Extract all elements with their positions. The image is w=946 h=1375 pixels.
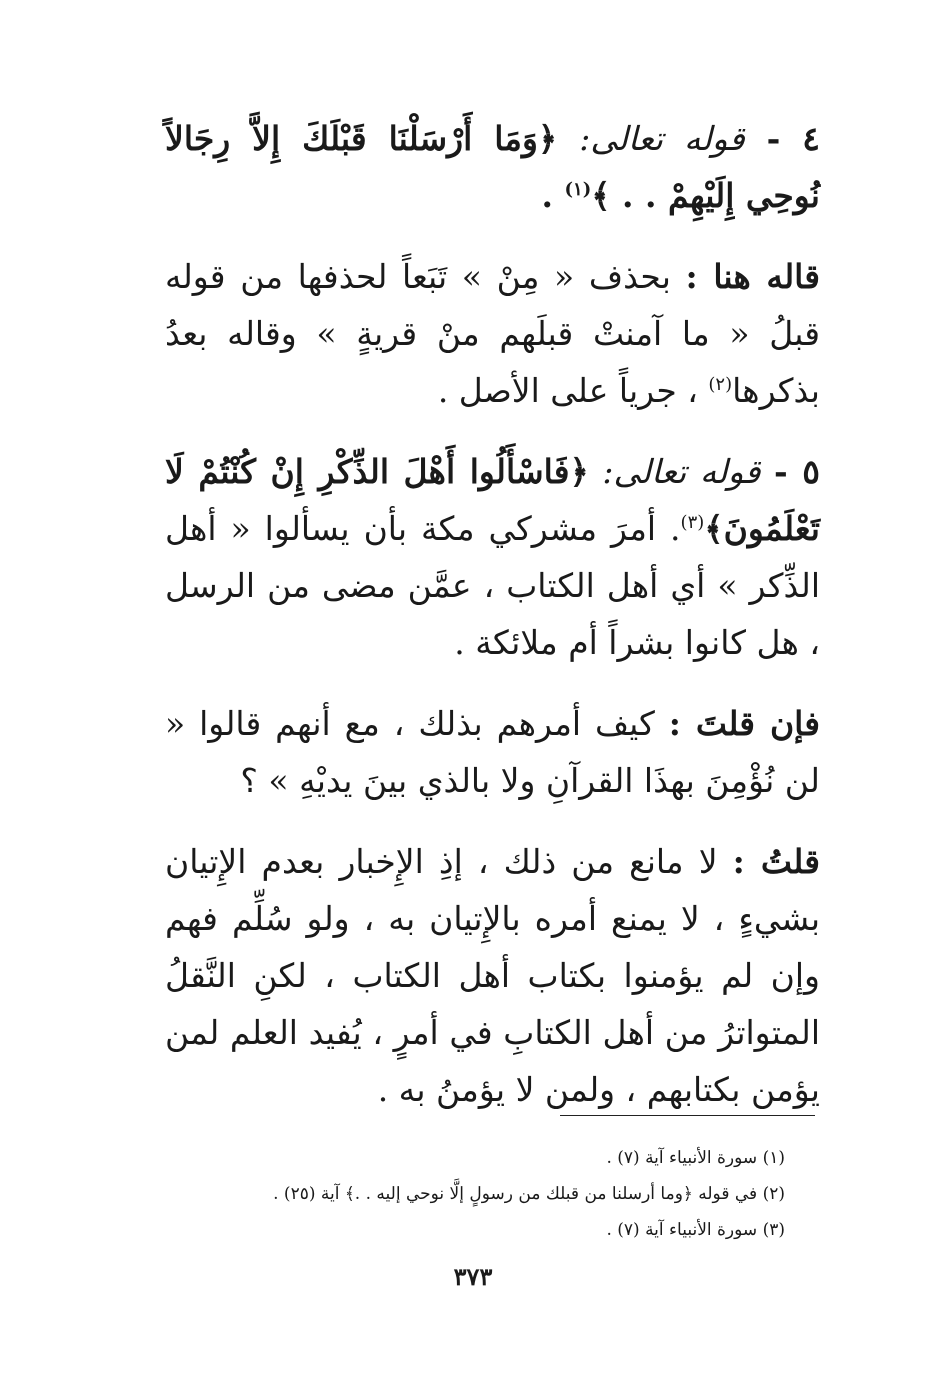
- qawluhu-taala: قوله تعالى:: [602, 452, 761, 491]
- paragraph-text: بحذف « مِنْ » تَبَعاً لحذفها من قوله قبلُ « ما آمنتْ قبلَهم منْ قريةٍ » وقاله بعدُ بذكرها: [165, 257, 820, 410]
- paragraph-verse-5: [165, 443, 820, 671]
- verse-tail: .: [541, 176, 565, 215]
- paragraph-tail: ، جرياً على الأصل .: [437, 371, 709, 410]
- footnote-ref-3[interactable]: (٣): [680, 512, 705, 533]
- footnote-divider: [560, 1115, 815, 1116]
- footnote-2: (٢) في قوله ﴿وما أرسلنا من قبلك من رسولٍ إلَّا نوحي إليه . .﴾ آية (٢٥) .: [273, 1184, 785, 1204]
- quran-verse: ﴿فَاسْأَلُوا أَهْلَ الذِّكْرِ إِنْ كُنْتُمْ لَا تَعْلَمُونَ﴾: [165, 452, 820, 548]
- footnote-ref-1[interactable]: (١): [564, 179, 592, 200]
- footnotes: [165, 1140, 785, 1248]
- paragraph-commentary-1: [165, 248, 820, 419]
- paragraph-question: [165, 695, 820, 809]
- page-body: [165, 110, 820, 1142]
- footnote-1: (١) سورة الأنبياء آية (٧) .: [606, 1148, 785, 1168]
- lead-phrase: فإن قلتَ :: [668, 704, 821, 743]
- lead-phrase: قاله هنا :: [685, 257, 820, 296]
- paragraph-answer: [165, 833, 820, 1118]
- paragraph-text: . أمرَ مشركي مكة بأن يسألوا « أهل الذِّكر » أي أهل الكتاب ، عمَّن مضى من الرسل ، هل كانوا بشراً أم ملائكة .: [165, 509, 820, 662]
- footnote-ref-2[interactable]: (٢): [708, 374, 733, 395]
- paragraph-text: لا مانع من ذلك ، إذِ الإِخبار بعدم الإِتيان بشيءٍ ، لا يمنع أمره بالإِتيان به ، ولو سُلِّم فهم وإن لم يؤمنوا بكتاب أهل الكتاب ، لكنِ النَّقلُ المتواترُ من أهل الكتابِ في أمرٍ ، يُفيد العلم لمن يؤمن بكتابهم ، ولمن لا يؤمنُ به .: [165, 842, 820, 1109]
- quran-verse: ﴿وَمَا أَرْسَلْنَا قَبْلَكَ إِلاَّ رِجَالاً نُوحِي إِلَيْهِمْ . . ﴾: [165, 119, 820, 215]
- verse-number: ٤ -: [766, 119, 821, 158]
- qawluhu-taala: قوله تعالى:: [579, 119, 745, 158]
- lead-phrase: قلتُ :: [732, 842, 820, 881]
- paragraph-text: كيف أمرهم بذلك ، مع أنهم قالوا « لن نُؤْمِنَ بهذَا القرآنِ ولا بالذي بينَ يديْهِ » ؟: [165, 704, 820, 800]
- paragraph-verse-4: [165, 110, 820, 224]
- verse-number: ٥ -: [773, 452, 820, 491]
- footnote-3: (٣) سورة الأنبياء آية (٧) .: [606, 1220, 785, 1240]
- page-number: ٣٧٣: [453, 1262, 493, 1291]
